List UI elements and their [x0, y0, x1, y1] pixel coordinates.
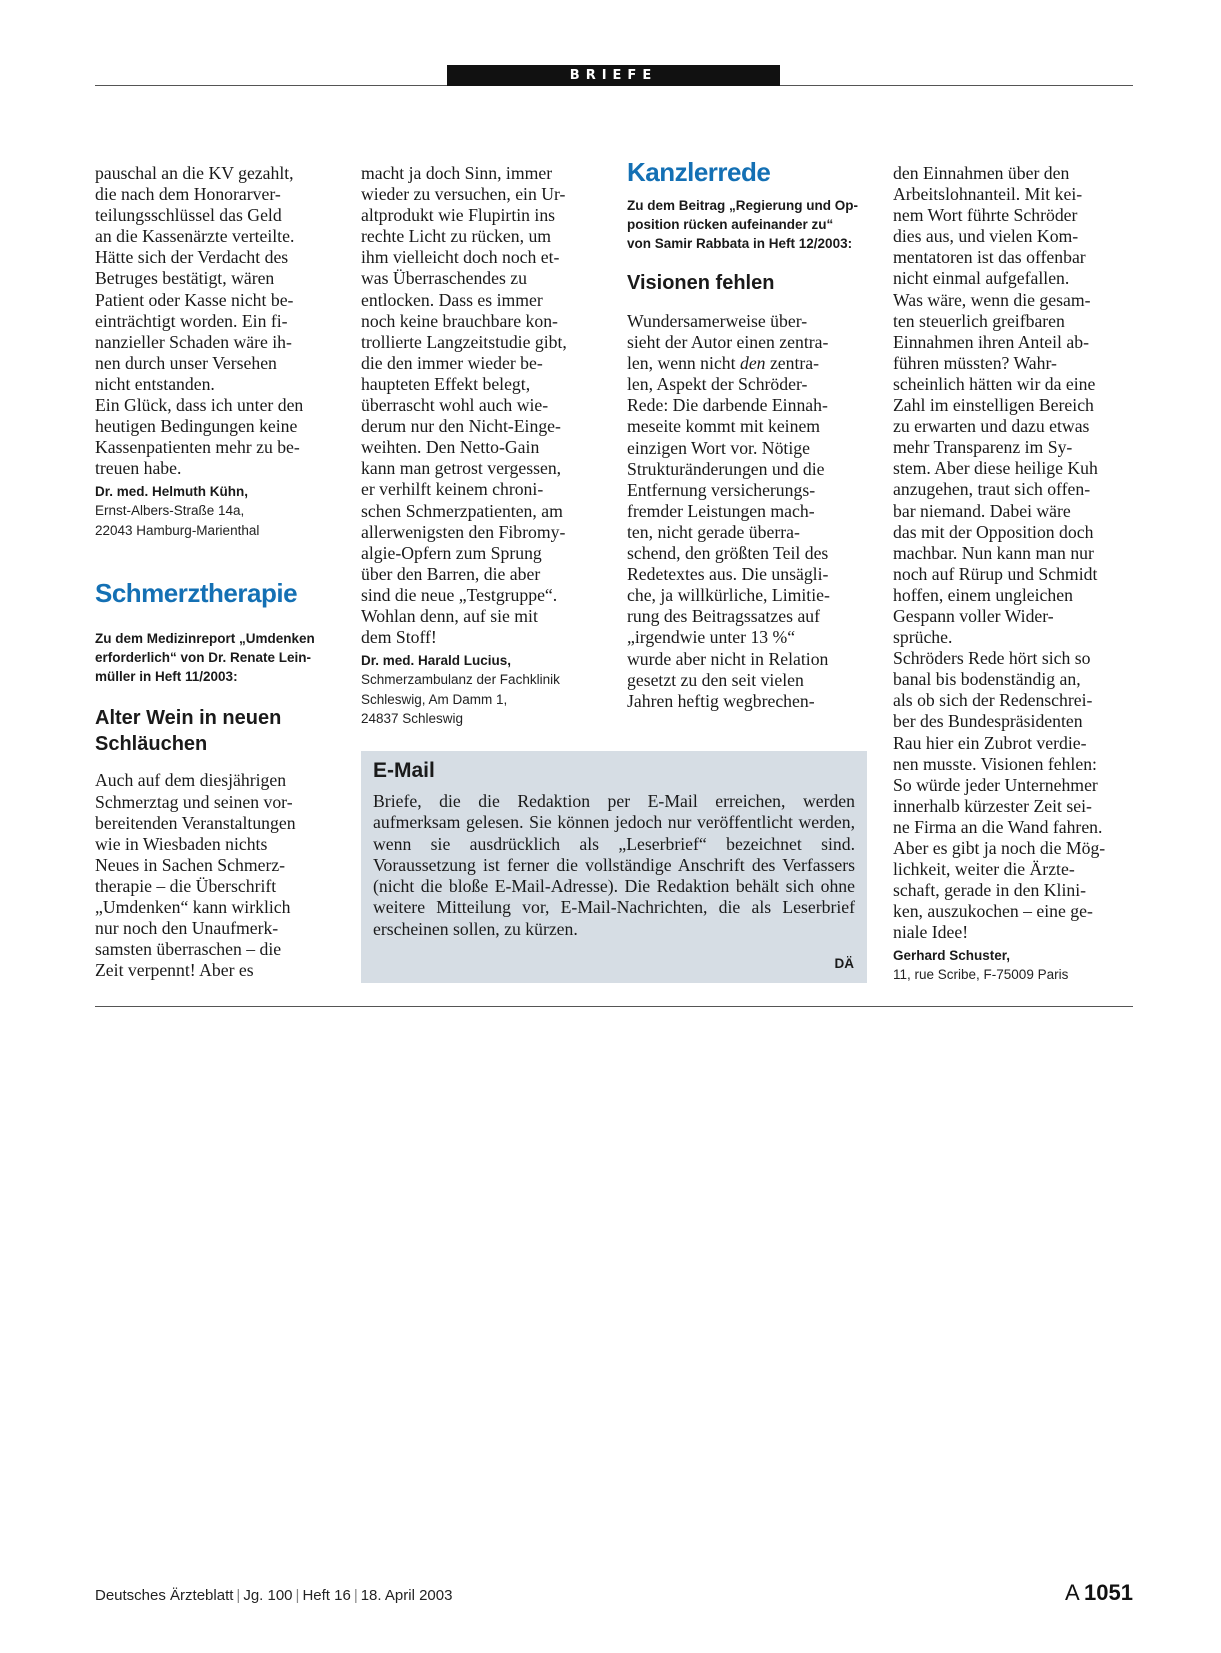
article-intro: Zu dem Medizinreport „Umdenken erforderlich“ von Dr. Renate Lein- müller in Heft 11/2003:	[95, 631, 315, 685]
letter-author: Dr. med. Helmuth Kühn,	[95, 484, 249, 500]
footer-rule	[95, 1006, 1133, 1007]
issue-date: 18. April 2003	[360, 1587, 453, 1604]
column-3	[627, 157, 867, 712]
letter-text-italic: den	[739, 353, 766, 374]
letter-text: den Einnahmen über den Arbeitslohnanteil. Mit kei- nem Wort führte Schröder dies aus, und vielen Kom- mentatoren ist das offenbar nicht einmal aufgefallen. Was wäre, wenn die gesam- ten steuerlich greifbaren Einnahmen ihren Anteil ab- führen müssten? Wahr- scheinlich hätten wir da eine Zahl im einstelligen Bereich zu erwarten und dazu etwas mehr Transparenz im Sy- stem. Aber diese heilige Kuh anzugehen, traut sich offen- bar niemand. Dabei wäre das mit der Opposition doch machbar. Nun kann man nur noch auf Rürup und Schmidt hoffen, einem ungleichen Gespann voller Wider- sprüche. Schröders Rede hört sich so banal bis bodenständig an, als ob sich der Redenschrei- ber des Bundespräsidenten Rau hier ein Zubrot verdie- nen musste. Visionen fehlen: So würde jeder Unternehmer innerhalb kürzester Zeit sei- ne Firma an die Wand fahren. Aber es gibt ja noch die Mög- lichkeit, weiter die Ärzte- schaft, gerade in den Klini- ken, auszukochen – eine ge- niale Idee!	[893, 163, 1106, 943]
section-header: BRIEFE	[447, 65, 780, 86]
letter-subtitle: Visionen fehlen	[627, 272, 775, 294]
column-1	[95, 163, 332, 981]
email-box-title: E-Mail	[373, 759, 435, 782]
page-prefix: A	[1064, 1580, 1080, 1605]
letter-author: Dr. med. Harald Lucius,	[361, 653, 512, 669]
journal-issue: Heft 16	[302, 1587, 351, 1604]
letter-text: Auch auf dem diesjährigen Schmerztag und seinen vor- bereitenden Veranstaltungen wie in Wiesbaden nichts Neues in Sachen Schmerz- therapie – die Überschrift „Umdenken“ kann wirklich nur noch den Unaufmerk- samsten überraschen – die Zeit verpennt! Aber es	[95, 770, 296, 981]
email-box-signature: DÄ	[834, 956, 854, 971]
page-footer: Deutsches Ärzteblatt | Jg. 100 | Heft 16 | 18. April 2003	[95, 1587, 453, 1604]
letter-author: Gerhard Schuster,	[893, 948, 1011, 964]
letter-text: macht ja doch Sinn, immer wieder zu versuchen, ein Ur- altprodukt wie Flupirtin ins rechte Licht zu rücken, um ihm vielleicht doch noch et- was Überraschendes zu entlocken. Dass es immer noch keine brauchbare kon- trollierte Langzeitstudie gibt, die den immer wieder be- haupteten Effekt belegt, überrascht wohl auch wie- derum nur den Nicht-Einge- weihten. Den Netto-Gain kann man getrost vergessen, er verhilft keinem chroni- schen Schmerzpatienten, am allerwenigsten den Fibromy- algie-Opfern zum Sprung über den Barren, die aber sind die neue „Testgruppe“. Wohlan denn, auf sie mit dem Stoff!	[361, 163, 567, 648]
letter-text	[627, 311, 867, 712]
letter-continued-text: pauschal an die KV gezahlt, die nach dem Honorarver- teilungsschlüssel das Geld an die Kassenärzte verteilte. Hätte sich der Verdacht des Betruges bestätigt, wären Patient oder Kasse nicht be- einträchtigt worden. Ein fi- nanzieller Schaden wäre ih- nen durch unser Versehen nicht entstanden. Ein Glück, dass ich unter den heutigen Bedingungen keine Kassenpatienten mehr zu be- treuen habe.	[95, 163, 304, 479]
page-number-value: 1051	[1084, 1580, 1133, 1605]
journal-name: Deutsches Ärzteblatt	[95, 1587, 234, 1604]
email-box-text: Briefe, die die Redaktion per E-Mail erreichen, werden aufmerksam gelesen. Sie können jedoch nur veröffentlicht werden, wenn sie ausdrücklich als „Leserbrief“ bezeichnet sind. Voraussetzung ist ferner die vollständige Anschrift des Verfassers (nicht die bloße E-Mail-Adresse). Die Redaktion behält sich ohne weitere Mitteilung vor, E-Mail-Nachrichten, die als Leserbrief erscheinen sollen, zu kürzen.	[373, 791, 855, 939]
letter-address: Schmerzambulanz der Fachklinik Schleswig, Am Damm 1, 24837 Schleswig	[361, 672, 560, 727]
letter-text-part2: zentra- len, Aspekt der Schröder- Rede: Die darbende Einnah- meseite kommt mit keinem einzigen Wort vor. Nötige Strukturänderungen und die Entfernung versicherungs- fremder Leistungen mach- ten, nicht gerade überra- schend, den größten Teil des Redetextes aus. Die unsägli- che, ja willkürliche, Limitie- rung des Beitragssatzes auf „irgendwie unter 13 %“ wurde aber nicht in Relation gesetzt zu den seit vielen Jahren heftig wegbrechen-	[627, 353, 830, 711]
letter-address: Ernst-Albers-Straße 14a, 22043 Hamburg-Marienthal	[95, 503, 260, 538]
letter-address: 11, rue Scribe, F-75009 Paris	[893, 967, 1069, 983]
journal-volume: Jg. 100	[243, 1587, 293, 1604]
page-number	[1065, 1580, 1133, 1606]
email-info-box	[361, 751, 867, 983]
column-2	[361, 163, 598, 729]
article-intro: Zu dem Beitrag „Regierung und Op- position rücken aufeinander zu“ von Samir Rabbata in Heft 12/2003:	[627, 198, 859, 251]
column-4	[893, 163, 1133, 985]
letter-subtitle: Alter Wein in neuen Schläuchen	[95, 707, 282, 756]
section-title-kanzlerrede: Kanzlerrede	[627, 157, 771, 187]
section-title-schmerztherapie: Schmerztherapie	[95, 578, 298, 609]
letter-text-part1: Wundersamerweise über- sieht der Autor einen zentra- len, wenn nicht	[627, 311, 829, 374]
